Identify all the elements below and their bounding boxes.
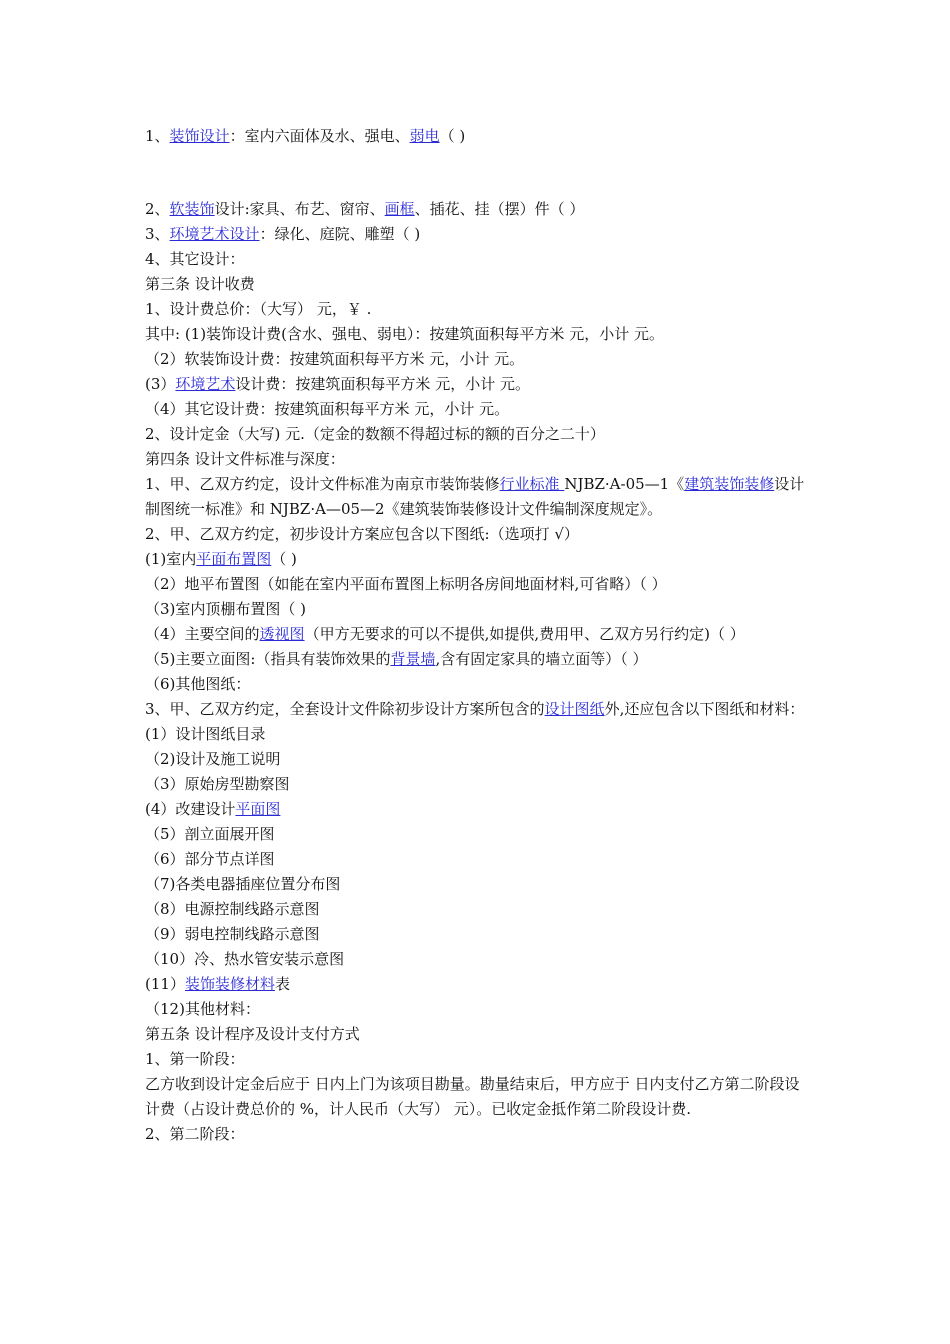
text-segment: 设计:家具、布艺、窗帘、 xyxy=(214,200,385,218)
text-line xyxy=(145,322,810,347)
text-segment: 设计制图统一标准》和 NJBZ·A—05—2《建筑装饰装修设计文件编制深度规定》。 xyxy=(145,475,805,518)
text-segment: （12)其他材料： xyxy=(145,1000,260,1018)
text-segment: 乙方收到设计定金后应于 日内上门为该项目勘量。勘量结束后，甲方应于 日内支付乙方第二阶段设计费（占设计费总价的 %，计人民币（大写） 元）。已收定金抵作第二阶段设计费. xyxy=(145,1075,800,1118)
text-line xyxy=(145,797,810,822)
text-line xyxy=(145,397,810,422)
text-line xyxy=(145,722,810,747)
text-segment: （6）部分节点详图 xyxy=(145,850,275,868)
keyword-link[interactable]: 画框 xyxy=(384,200,415,218)
keyword-link[interactable]: 建筑装饰装修 xyxy=(684,475,775,493)
text-line xyxy=(145,1122,810,1147)
keyword-link[interactable]: 平面图 xyxy=(235,800,281,818)
text-segment: （8）电源控制线路示意图 xyxy=(145,900,320,918)
text-segment: 2、 xyxy=(145,200,170,218)
text-segment: ：室内六面体及水、强电、 xyxy=(229,127,410,145)
text-segment: 其中: (1)装饰设计费(含水、强电、弱电）：按建筑面积每平方米 元，小计 元。 xyxy=(145,325,664,343)
text-segment: 1、 xyxy=(145,127,170,145)
text-segment: （3）原始房型勘察图 xyxy=(145,775,290,793)
text-line xyxy=(145,297,810,322)
text-line xyxy=(145,247,810,272)
text-line xyxy=(145,922,810,947)
keyword-link[interactable]: 装饰装修材料 xyxy=(184,975,275,993)
text-segment: （2）软装饰设计费：按建筑面积每平方米 元，小计 元。 xyxy=(145,350,525,368)
text-segment: （4）主要空间的 xyxy=(145,625,260,643)
text-segment: （9）弱电控制线路示意图 xyxy=(145,925,320,943)
text-segment: （6)其他图纸： xyxy=(145,675,251,693)
text-segment: 第三条 设计收费 xyxy=(145,275,255,293)
text-line xyxy=(145,997,810,1022)
text-segment: 1、第一阶段： xyxy=(145,1050,245,1068)
text-line xyxy=(145,347,810,372)
text-line xyxy=(145,897,810,922)
text-segment: 外,还应包含以下图纸和材料： xyxy=(604,700,805,718)
text-segment: (1）设计图纸目录 xyxy=(145,725,266,743)
text-segment: （10）冷、热水管安装示意图 xyxy=(145,950,345,968)
text-segment: 3、甲、乙双方约定，全套设计文件除初步设计方案所包含的 xyxy=(145,700,545,718)
keyword-link[interactable]: 环境艺术 xyxy=(175,375,236,393)
text-segment: （2)设计及施工说明 xyxy=(145,750,281,768)
text-segment: ：绿化、庭院、雕塑（ ) xyxy=(259,225,421,243)
text-line xyxy=(145,572,810,597)
text-line xyxy=(145,1022,810,1047)
text-line xyxy=(145,847,810,872)
text-segment: （3)室内顶棚布置图（ ) xyxy=(145,600,307,618)
keyword-link[interactable]: 背景墙 xyxy=(390,650,436,668)
text-segment: 第四条 设计文件标准与深度： xyxy=(145,450,345,468)
text-line xyxy=(145,522,810,547)
text-segment: 1、甲、乙双方约定，设计文件标准为南京市装饰装修 xyxy=(145,475,500,493)
text-line xyxy=(145,697,810,722)
text-segment: 、插花、挂（摆）件（ ） xyxy=(414,200,585,218)
text-segment: （5)主要立面图:（指具有装饰效果的 xyxy=(145,650,391,668)
text-line xyxy=(145,372,810,397)
text-segment: (1)室内 xyxy=(145,550,197,568)
text-segment: （7)各类电器插座位置分布图 xyxy=(145,875,341,893)
text-segment: （ ) xyxy=(271,550,297,568)
text-line xyxy=(145,597,810,622)
text-segment: 1、设计费总价：（大写） 元，￥ . xyxy=(145,300,372,318)
text-segment: （2）地平布置图（如能在室内平面布置图上标明各房间地面材料,可省略）（ ） xyxy=(145,575,667,593)
text-line xyxy=(145,647,810,672)
text-line xyxy=(145,222,810,247)
text-line xyxy=(145,422,810,447)
text-segment: NJBZ·A-05—1《 xyxy=(564,475,685,493)
text-segment: (11） xyxy=(145,975,185,993)
keyword-link[interactable]: 透视图 xyxy=(259,625,305,643)
text-segment: 2、第二阶段： xyxy=(145,1125,245,1143)
text-segment: （ ) xyxy=(439,127,466,145)
keyword-link[interactable]: 行业标准 xyxy=(499,475,565,493)
text-line xyxy=(145,872,810,897)
text-segment: (4）改建设计 xyxy=(145,800,236,818)
text-line xyxy=(145,547,810,572)
keyword-link[interactable]: 环境艺术设计 xyxy=(169,225,260,243)
text-segment: 表 xyxy=(274,975,290,993)
text-segment: 2、设计定金（大写) 元.（定金的数额不得超过标的额的百分之二十） xyxy=(145,425,605,443)
text-segment: （5）剖立面展开图 xyxy=(145,825,275,843)
keyword-link[interactable]: 装饰设计 xyxy=(169,127,230,145)
text-line xyxy=(145,197,810,222)
text-line xyxy=(145,447,810,472)
text-line xyxy=(145,672,810,697)
text-segment: 第五条 设计程序及设计支付方式 xyxy=(145,1025,360,1043)
text-line xyxy=(145,472,810,522)
keyword-link[interactable]: 设计图纸 xyxy=(544,700,605,718)
text-segment: 设计费：按建筑面积每平方米 元，小计 元。 xyxy=(235,375,530,393)
text-line xyxy=(145,272,810,297)
text-line xyxy=(145,124,810,149)
text-line xyxy=(145,1072,810,1122)
text-segment: 2、甲、乙双方约定，初步设计方案应包含以下图纸:（选项打 √） xyxy=(145,525,579,543)
paragraph-gap xyxy=(145,149,810,197)
text-line xyxy=(145,972,810,997)
text-segment: （4）其它设计费：按建筑面积每平方米 元，小计 元。 xyxy=(145,400,510,418)
document-page xyxy=(145,124,810,1147)
text-line xyxy=(145,947,810,972)
text-line xyxy=(145,747,810,772)
keyword-link[interactable]: 弱电 xyxy=(409,127,440,145)
text-segment: 4、其它设计： xyxy=(145,250,245,268)
text-segment: (3） xyxy=(145,375,176,393)
keyword-link[interactable]: 软装饰 xyxy=(169,200,215,218)
text-line xyxy=(145,1047,810,1072)
keyword-link[interactable]: 平面布置图 xyxy=(196,550,272,568)
text-segment: 3、 xyxy=(145,225,170,243)
text-segment: ,含有固定家具的墙立面等）（ ） xyxy=(435,650,648,668)
text-segment: （甲方无要求的可以不提供,如提供,费用甲、乙双方另行约定)（ ） xyxy=(304,625,745,643)
text-line xyxy=(145,622,810,647)
text-line xyxy=(145,772,810,797)
text-line xyxy=(145,822,810,847)
